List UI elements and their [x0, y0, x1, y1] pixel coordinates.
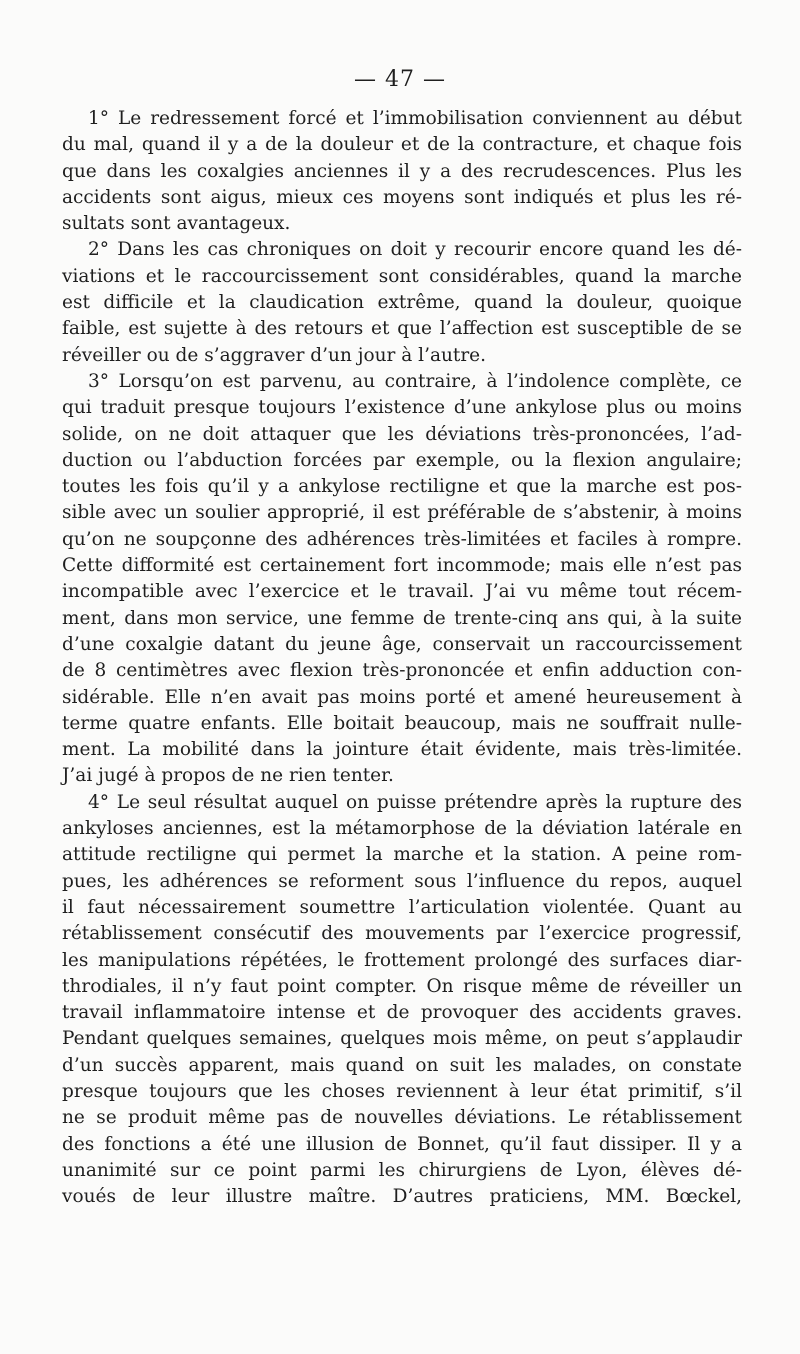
text-line: duction ou l’abduction forcées par exemple, ou la flexion angulaire;	[62, 449, 742, 471]
text-line: rétablissement consécutif des mouvements par l’exercice progressif,	[62, 923, 742, 945]
text-line: des fonctions a été une illusion de Bonnet, qu’il faut dissiper. Il y a	[62, 1133, 742, 1155]
paragraph-1	[62, 106, 742, 237]
text-line: J’ai jugé à propos de ne rien tenter.	[62, 765, 394, 787]
text-line: solide, on ne doit attaquer que les déviations très-prononcées, l’ad-	[62, 423, 742, 445]
text-line: travail inflammatoire intense et de provoquer des accidents graves.	[62, 1002, 742, 1024]
text-line: ment, dans mon service, une femme de trente-cinq ans qui, à la suite	[62, 607, 742, 629]
text-line: sible avec un soulier approprié, il est préférable de s’abstenir, à moins	[62, 502, 742, 524]
text-line: 4° Le seul résultat auquel on puisse prétendre après la rupture des	[88, 791, 742, 813]
text-line: du mal, quand il y a de la douleur et de la contracture, et chaque fois	[62, 134, 742, 156]
paragraph-2	[62, 237, 742, 368]
text-line: 2° Dans les cas chroniques on doit y recourir encore quand les dé-	[88, 239, 742, 261]
text-line: unanimité sur ce point parmi les chirurgiens de Lyon, élèves dé-	[62, 1159, 742, 1181]
text-line: ankyloses anciennes, est la métamorphose de la déviation latérale en	[62, 818, 742, 840]
text-line: réveiller ou de s’aggraver d’un jour à l’autre.	[62, 344, 487, 366]
text-line: les manipulations répétées, le frottement prolongé des surfaces diar-	[62, 949, 742, 971]
text-line: que dans les coxalgies anciennes il y a des recrudescences. Plus les	[62, 160, 742, 182]
text-line: qu’on ne soupçonne des adhérences très-limitées et faciles à rompre.	[62, 528, 742, 550]
text-line: sidérable. Elle n’en avait pas moins porté et amené heureusement à	[62, 686, 742, 708]
text-line: throdiales, il n’y faut point compter. On risque même de réveiller un	[62, 975, 742, 997]
text-line: d’une coxalgie datant du jeune âge, conservait un raccourcissement	[62, 633, 742, 655]
text-line: 1° Le redressement forcé et l’immobilisation conviennent au début	[88, 108, 742, 129]
text-line: pues, les adhérences se reforment sous l’influence du repos, auquel	[62, 870, 742, 892]
text-line: il faut nécessairement soumettre l’articulation violentée. Quant au	[62, 896, 742, 918]
page-number: — 47 —	[354, 67, 446, 92]
text-line: toutes les fois qu’il y a ankylose rectiligne et que la marche est pos-	[62, 476, 742, 498]
paragraph-4	[62, 790, 742, 1211]
text-line: d’un succès apparent, mais quand on suit les malades, on constate	[62, 1054, 742, 1076]
text-line: de 8 centimètres avec flexion très-prononcée et enfin adduction con-	[62, 660, 742, 682]
text-line: Cette difformité est certainement fort incommode; mais elle n’est pas	[62, 555, 742, 577]
text-line: Pendant quelques semaines, quelques mois même, on peut s’applaudir	[62, 1028, 742, 1050]
text-line: qui traduit presque toujours l’existence d’une ankylose plus ou moins	[62, 397, 742, 419]
text-line: viations et le raccourcissement sont considérables, quand la marche	[62, 265, 742, 287]
text-line: ne se produit même pas de nouvelles déviations. Le rétablissement	[62, 1107, 742, 1129]
text-line: est difficile et la claudication extrême, quand la douleur, quoique	[62, 292, 742, 314]
text-line: presque toujours que les choses reviennent à leur état primitif, s’il	[62, 1080, 742, 1102]
text-line: sultats sont avantageux.	[62, 213, 291, 235]
text-line: faible, est sujette à des retours et que l’affection est susceptible de se	[62, 318, 742, 340]
text-line: accidents sont aigus, mieux ces moyens sont indiqués et plus les ré-	[62, 186, 742, 208]
body-text	[62, 106, 742, 1210]
paragraph-3	[62, 369, 742, 790]
text-line: incompatible avec l’exercice et le travail. J’ai vu même tout récem-	[62, 581, 742, 603]
text-line: 3° Lorsqu’on est parvenu, au contraire, à l’indolence complète, ce	[88, 370, 742, 392]
text-line: terme quatre enfants. Elle boitait beaucoup, mais ne souffrait nulle-	[62, 712, 742, 734]
text-line: ment. La mobilité dans la jointure était évidente, mais très-limitée.	[62, 739, 742, 761]
text-line: attitude rectiligne qui permet la marche et la station. A peine rom-	[62, 844, 742, 866]
text-line: voués de leur illustre maître. D’autres praticiens, MM. Bœckel,	[62, 1186, 742, 1208]
